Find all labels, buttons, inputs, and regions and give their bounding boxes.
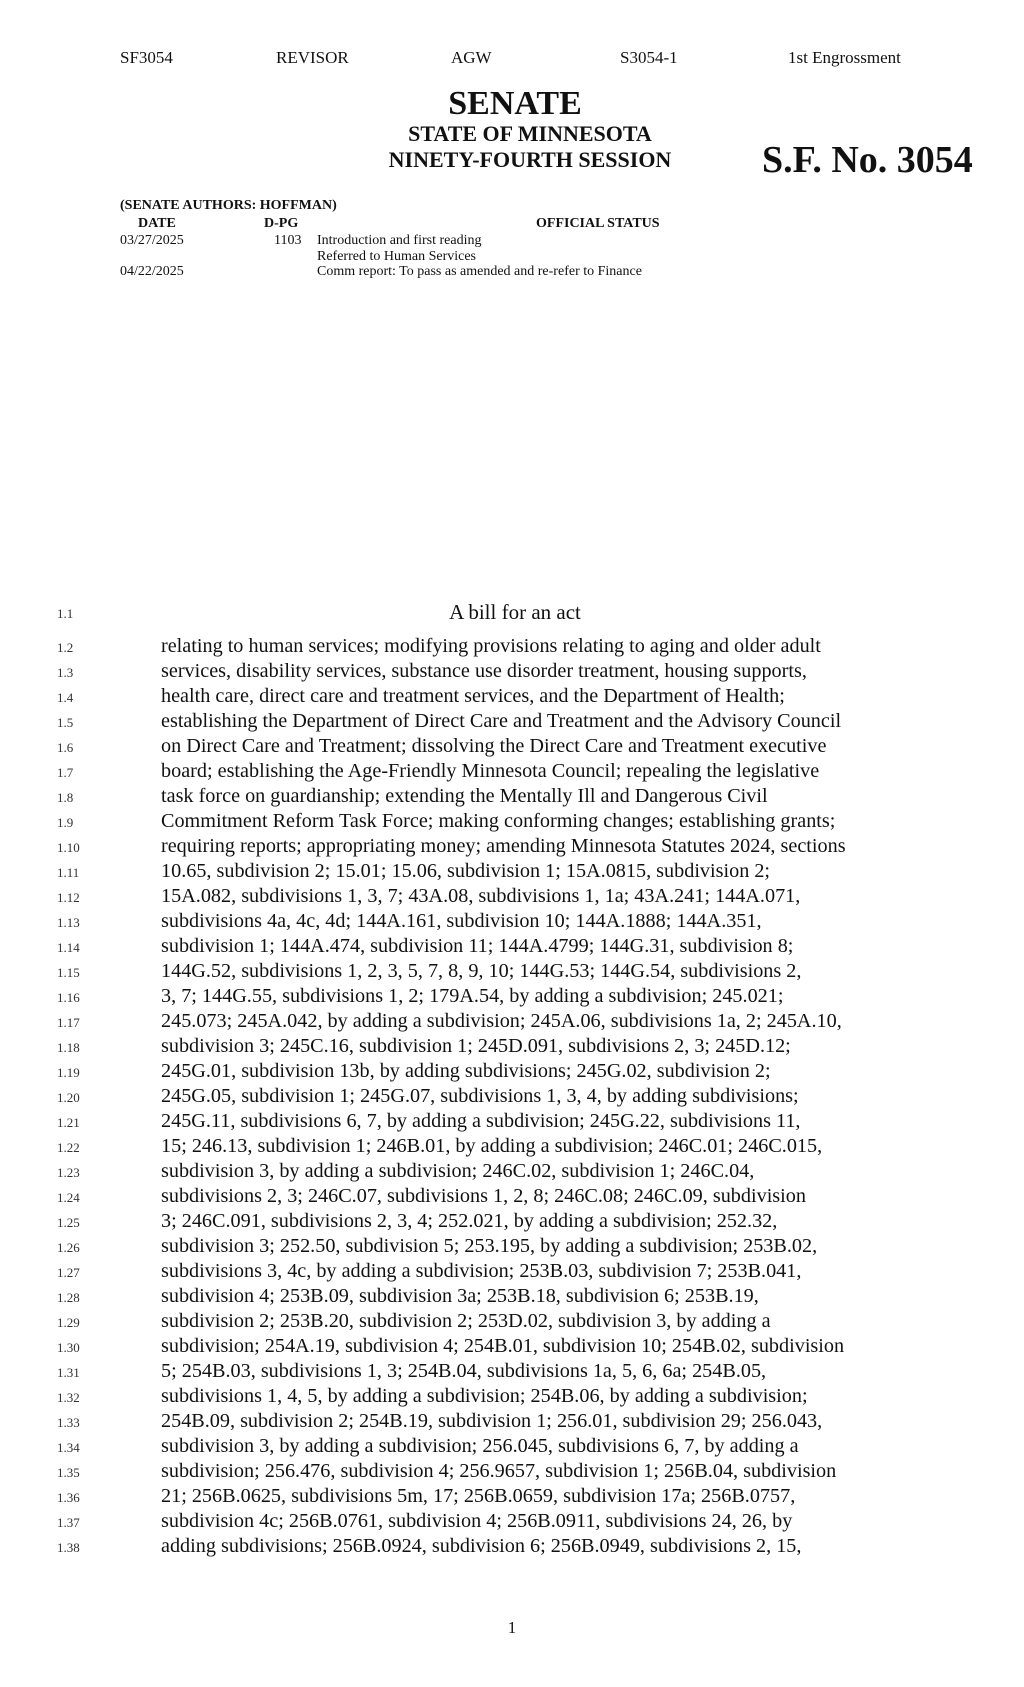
line-number: 1.28 [57,1290,80,1305]
line-number: 1.37 [57,1515,80,1530]
line-number: 1.15 [57,965,80,980]
line-text: 245G.11, subdivisions 6, 7, by adding a subdivision; 245G.22, subdivisions 11, [161,1110,801,1132]
line-text: subdivision 3; 252.50, subdivision 5; 253.195, by adding a subdivision; 253B.02, [161,1235,818,1257]
line-number: 1.33 [57,1415,80,1430]
status-col-date: DATE [138,216,176,231]
line-number: 1.5 [57,715,74,730]
bill-line [0,909,1024,934]
masthead-state: STATE OF MINNESOTA [408,121,652,146]
line-text: 10.65, subdivision 2; 15.01; 15.06, subdivision 1; 15A.0815, subdivision 2; [161,860,771,882]
line-number: 1.32 [57,1390,80,1405]
bill-line [0,1284,1024,1309]
line-number: 1.18 [57,1040,80,1055]
bill-line [0,1259,1024,1284]
bill-line [0,1359,1024,1384]
line-number: 1.27 [57,1265,80,1280]
bill-line [0,1509,1024,1534]
line-text: 144G.52, subdivisions 1, 2, 3, 5, 7, 8, 9, 10; 144G.53; 144G.54, subdivisions 2, [161,960,802,982]
line-text: board; establishing the Age-Friendly Minnesota Council; repealing the legislative [161,760,820,782]
line-number: 1.25 [57,1215,80,1230]
bill-line [0,884,1024,909]
bill-line [0,734,1024,759]
bill-line [0,1459,1024,1484]
line-text: 15A.082, subdivisions 1, 3, 7; 43A.08, subdivisions 1, 1a; 43A.241; 144A.071, [161,885,801,907]
line-number: 1.4 [57,690,74,705]
bill-line [0,1209,1024,1234]
line-number: 1.8 [57,790,74,805]
line-number: 1.24 [57,1190,80,1205]
bill-line [0,1184,1024,1209]
line-text: establishing the Department of Direct Care and Treatment and the Advisory Council [161,710,842,732]
page-header [0,48,1024,72]
line-text: 3, 7; 144G.55, subdivisions 1, 2; 179A.54, by adding a subdivision; 245.021; [161,985,784,1007]
header-engrossment: 1st Engrossment [788,48,901,67]
bill-title-line: 1.1 A bill for an act [57,600,581,624]
status-row [0,249,1024,265]
status-text: Referred to Human Services [317,249,476,264]
senate-authors: (SENATE AUTHORS: HOFFMAN) [120,198,337,213]
line-text: subdivision 3, by adding a subdivision; 246C.02, subdivision 1; 246C.04, [161,1160,755,1182]
bill-line [0,1534,1024,1559]
bill-line [0,759,1024,784]
line-text: services, disability services, substance use disorder treatment, housing supports, [161,660,807,682]
line-text: 245.073; 245A.042, by adding a subdivision; 245A.06, subdivisions 1a, 2; 245A.10, [161,1010,842,1032]
line-number: 1.38 [57,1540,80,1555]
status-row [0,233,1024,249]
line-number: 1.7 [57,765,74,780]
bill-line [0,1409,1024,1434]
masthead-chamber: SENATE [448,85,582,122]
line-number: 1.3 [57,665,74,680]
status-date: 04/22/2025 [120,264,184,279]
line-number: 1.26 [57,1240,80,1255]
line-text: 21; 256B.0625, subdivisions 5m, 17; 256B.0659, subdivision 17a; 256B.0757, [161,1485,796,1507]
bill-line [0,1309,1024,1334]
line-number: 1.17 [57,1015,80,1030]
bill-line [0,809,1024,834]
status-date: 03/27/2025 [120,233,184,248]
line-text: subdivision 3, by adding a subdivision; 256.045, subdivisions 6, 7, by adding a [161,1435,799,1457]
line-text: subdivision; 256.476, subdivision 4; 256.9657, subdivision 1; 256B.04, subdivision [161,1460,837,1482]
line-number: 1.6 [57,740,74,755]
bill-text [0,634,1024,1559]
bill-line [0,1109,1024,1134]
line-text: requiring reports; appropriating money; amending Minnesota Statutes 2024, sections [161,835,846,857]
line-number: 1.29 [57,1315,80,1330]
line-text: 245G.01, subdivision 13b, by adding subdivisions; 245G.02, subdivision 2; [161,1060,771,1082]
line-number: 1.16 [57,990,80,1005]
line-text: adding subdivisions; 256B.0924, subdivision 6; 256B.0949, subdivisions 2, 15, [161,1535,802,1557]
bill-line [0,1009,1024,1034]
line-text: 254B.09, subdivision 2; 254B.19, subdivision 1; 256.01, subdivision 29; 256.043, [161,1410,823,1432]
line-text: health care, direct care and treatment services, and the Department of Health; [161,685,785,707]
status-text: Introduction and first reading [317,233,482,248]
line-text: subdivision 1; 144A.474, subdivision 11; 144A.4799; 144G.31, subdivision 8; [161,935,794,957]
line-text: subdivisions 4a, 4c, 4d; 144A.161, subdivision 10; 144A.1888; 144A.351, [161,910,762,932]
bill-line [0,1434,1024,1459]
line-number: 1.36 [57,1490,80,1505]
line-text: 3; 246C.091, subdivisions 2, 3, 4; 252.021, by adding a subdivision; 252.32, [161,1210,778,1232]
bill-line [0,659,1024,684]
bill-line [0,1084,1024,1109]
bill-line [0,984,1024,1009]
bill-line [0,1159,1024,1184]
bill-line [0,1034,1024,1059]
bill-line [0,684,1024,709]
status-col-status: OFFICIAL STATUS [536,216,660,231]
line-text: 5; 254B.03, subdivisions 1, 3; 254B.04, subdivisions 1a, 5, 6, 6a; 254B.05, [161,1360,767,1382]
header-drafter: AGW [451,48,492,67]
line-text: subdivision 3; 245C.16, subdivision 1; 245D.091, subdivisions 2, 3; 245D.12; [161,1035,791,1057]
bill-line [0,959,1024,984]
line-text: on Direct Care and Treatment; dissolving the Direct Care and Treatment executive [161,735,827,757]
line-number: 1.23 [57,1165,80,1180]
line-text: subdivision 4c; 256B.0761, subdivision 4; 256B.0911, subdivisions 24, 26, by [161,1510,793,1532]
line-number: 1.35 [57,1465,80,1480]
line-number: 1.34 [57,1440,80,1455]
bill-line [0,1384,1024,1409]
line-text: subdivision 4; 253B.09, subdivision 3a; 253B.18, subdivision 6; 253B.19, [161,1285,759,1307]
bill-line [0,784,1024,809]
status-dpg: 1103 [274,233,302,248]
header-bill-id: SF3054 [120,48,173,67]
bill-number: S.F. No. 3054 [762,139,973,181]
line-number: 1.2 [57,640,74,655]
line-number: 1.22 [57,1140,80,1155]
line-number: 1.12 [57,890,80,905]
bill-line [0,1234,1024,1259]
line-number: 1.14 [57,940,80,955]
line-text: subdivisions 3, 4c, by adding a subdivision; 253B.03, subdivision 7; 253B.041, [161,1260,802,1282]
bill-line [0,934,1024,959]
status-text: Comm report: To pass as amended and re-refer to Finance [317,264,642,279]
line-text: 15; 246.13, subdivision 1; 246B.01, by adding a subdivision; 246C.01; 246C.015, [161,1135,823,1157]
line-text: subdivisions 1, 4, 5, by adding a subdivision; 254B.06, by adding a subdivision; [161,1385,808,1407]
bill-line [0,709,1024,734]
bill-line [0,634,1024,659]
bill-line [0,1334,1024,1359]
line-text: relating to human services; modifying provisions relating to aging and older adult [161,635,821,657]
line-number: 1.1 [57,606,74,621]
bill-line [0,1059,1024,1084]
line-number: 1.31 [57,1365,80,1380]
bill-line [0,859,1024,884]
line-text: task force on guardianship; extending the Mentally Ill and Dangerous Civil [161,785,768,807]
line-number: 1.9 [57,815,74,830]
line-number: 1.20 [57,1090,80,1105]
bill-line [0,1484,1024,1509]
status-col-dpg: D-PG [264,216,299,231]
status-row [0,264,1024,280]
line-text: subdivision; 254A.19, subdivision 4; 254B.01, subdivision 10; 254B.02, subdivision [161,1335,845,1357]
line-text: Commitment Reform Task Force; making conforming changes; establishing grants; [161,810,836,832]
bill-line [0,834,1024,859]
bill-line [0,1134,1024,1159]
line-number: 1.19 [57,1065,80,1080]
line-text: subdivisions 2, 3; 246C.07, subdivisions 1, 2, 8; 246C.08; 246C.09, subdivision [161,1185,806,1207]
line-number: 1.30 [57,1340,80,1355]
line-text: subdivision 2; 253B.20, subdivision 2; 253D.02, subdivision 3, by adding a [161,1310,771,1332]
header-doc-id: S3054-1 [620,48,678,67]
line-number: 1.10 [57,840,80,855]
header-revisor: REVISOR [276,48,349,67]
line-text: 245G.05, subdivision 1; 245G.07, subdivisions 1, 3, 4, by adding subdivisions; [161,1085,799,1107]
masthead-session: NINETY-FOURTH SESSION [388,147,672,172]
line-number: 1.13 [57,915,80,930]
line-number: 1.11 [57,865,80,880]
line-number: 1.21 [57,1115,80,1130]
